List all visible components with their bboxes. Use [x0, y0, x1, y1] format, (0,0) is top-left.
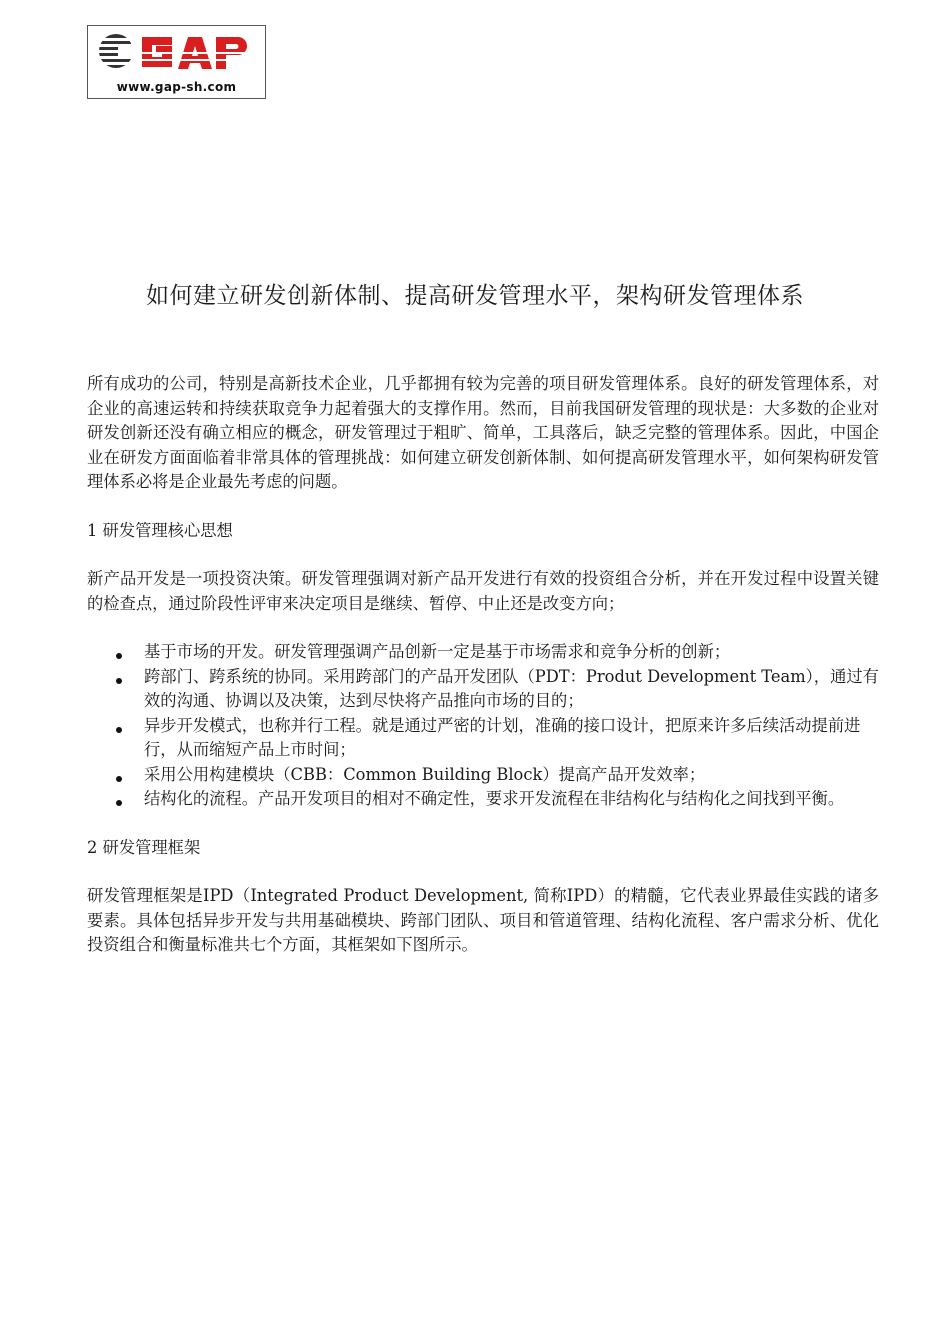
section1-paragraph: 新产品开发是一项投资决策。研发管理强调对新产品开发进行有效的投资组合分析，并在开发过程中设置关键的检查点，通过阶段性评审来决定项目是继续、暂停、中止还是改变方向； [87, 569, 879, 613]
document-body [87, 372, 879, 958]
section2-paragraph: 研发管理框架是IPD（Integrated Product Development, 简称IPD）的精髓，它代表业界最佳实践的诸多要素。具体包括异步开发与共用基础模块、跨部门团队、项目和管道管理、结构化流程、客户需求分析、优化投资组合和衡量标准共七个方面，其框架如下图所示。 [87, 886, 879, 954]
list-item: 异步开发模式，也称并行工程。就是通过严密的计划，准确的接口设计，把原来许多后续活动提前进行，从而缩短产品上市时间； [87, 714, 879, 763]
list-item: 采用公用构建模块（CBB：Common Building Block）提高产品开发效率； [87, 763, 879, 788]
gap-logo-icon [96, 31, 258, 77]
globe-icon [98, 34, 134, 68]
bullet-icon [116, 800, 122, 806]
bullet-icon [116, 776, 122, 782]
intro-paragraph: 所有成功的公司，特别是高新技术企业，几乎都拥有较为完善的项目研发管理体系。良好的研发管理体系，对企业的高速运转和持续获取竞争力起着强大的支撑作用。然而，目前我国研发管理的现状是：大多数的企业对研发创新还没有确立相应的概念，研发管理过于粗旷、简单，工具落后，缺乏完整的管理体系。因此，中国企业在研发方面面临着非常具体的管理挑战：如何建立研发创新体制、如何提高研发管理水平，如何架构研发管理体系必将是企业最先考虑的问题。 [87, 374, 879, 491]
list-item: 基于市场的开发。研发管理强调产品创新一定是基于市场需求和竞争分析的创新； [87, 640, 879, 665]
list-item: 结构化的流程。产品开发项目的相对不确定性，要求开发流程在非结构化与结构化之间找到平衡。 [87, 787, 879, 812]
page-title: 如何建立研发创新体制、提高研发管理水平，架构研发管理体系 [146, 283, 804, 309]
section-heading-1: 1 研发管理核心思想 [87, 520, 233, 540]
core-ideas-list [87, 640, 879, 812]
company-logo [87, 25, 266, 99]
logo-url: www.gap-sh.com [116, 80, 237, 94]
bullet-icon [116, 653, 122, 659]
section-heading-2: 2 研发管理框架 [87, 837, 201, 857]
bullet-icon [116, 727, 122, 733]
bullet-icon [116, 678, 122, 684]
list-item: 跨部门、跨系统的协同。采用跨部门的产品开发团队（PDT：Produt Development Team），通过有效的沟通、协调以及决策，达到尽快将产品推向市场的目的； [87, 665, 879, 714]
